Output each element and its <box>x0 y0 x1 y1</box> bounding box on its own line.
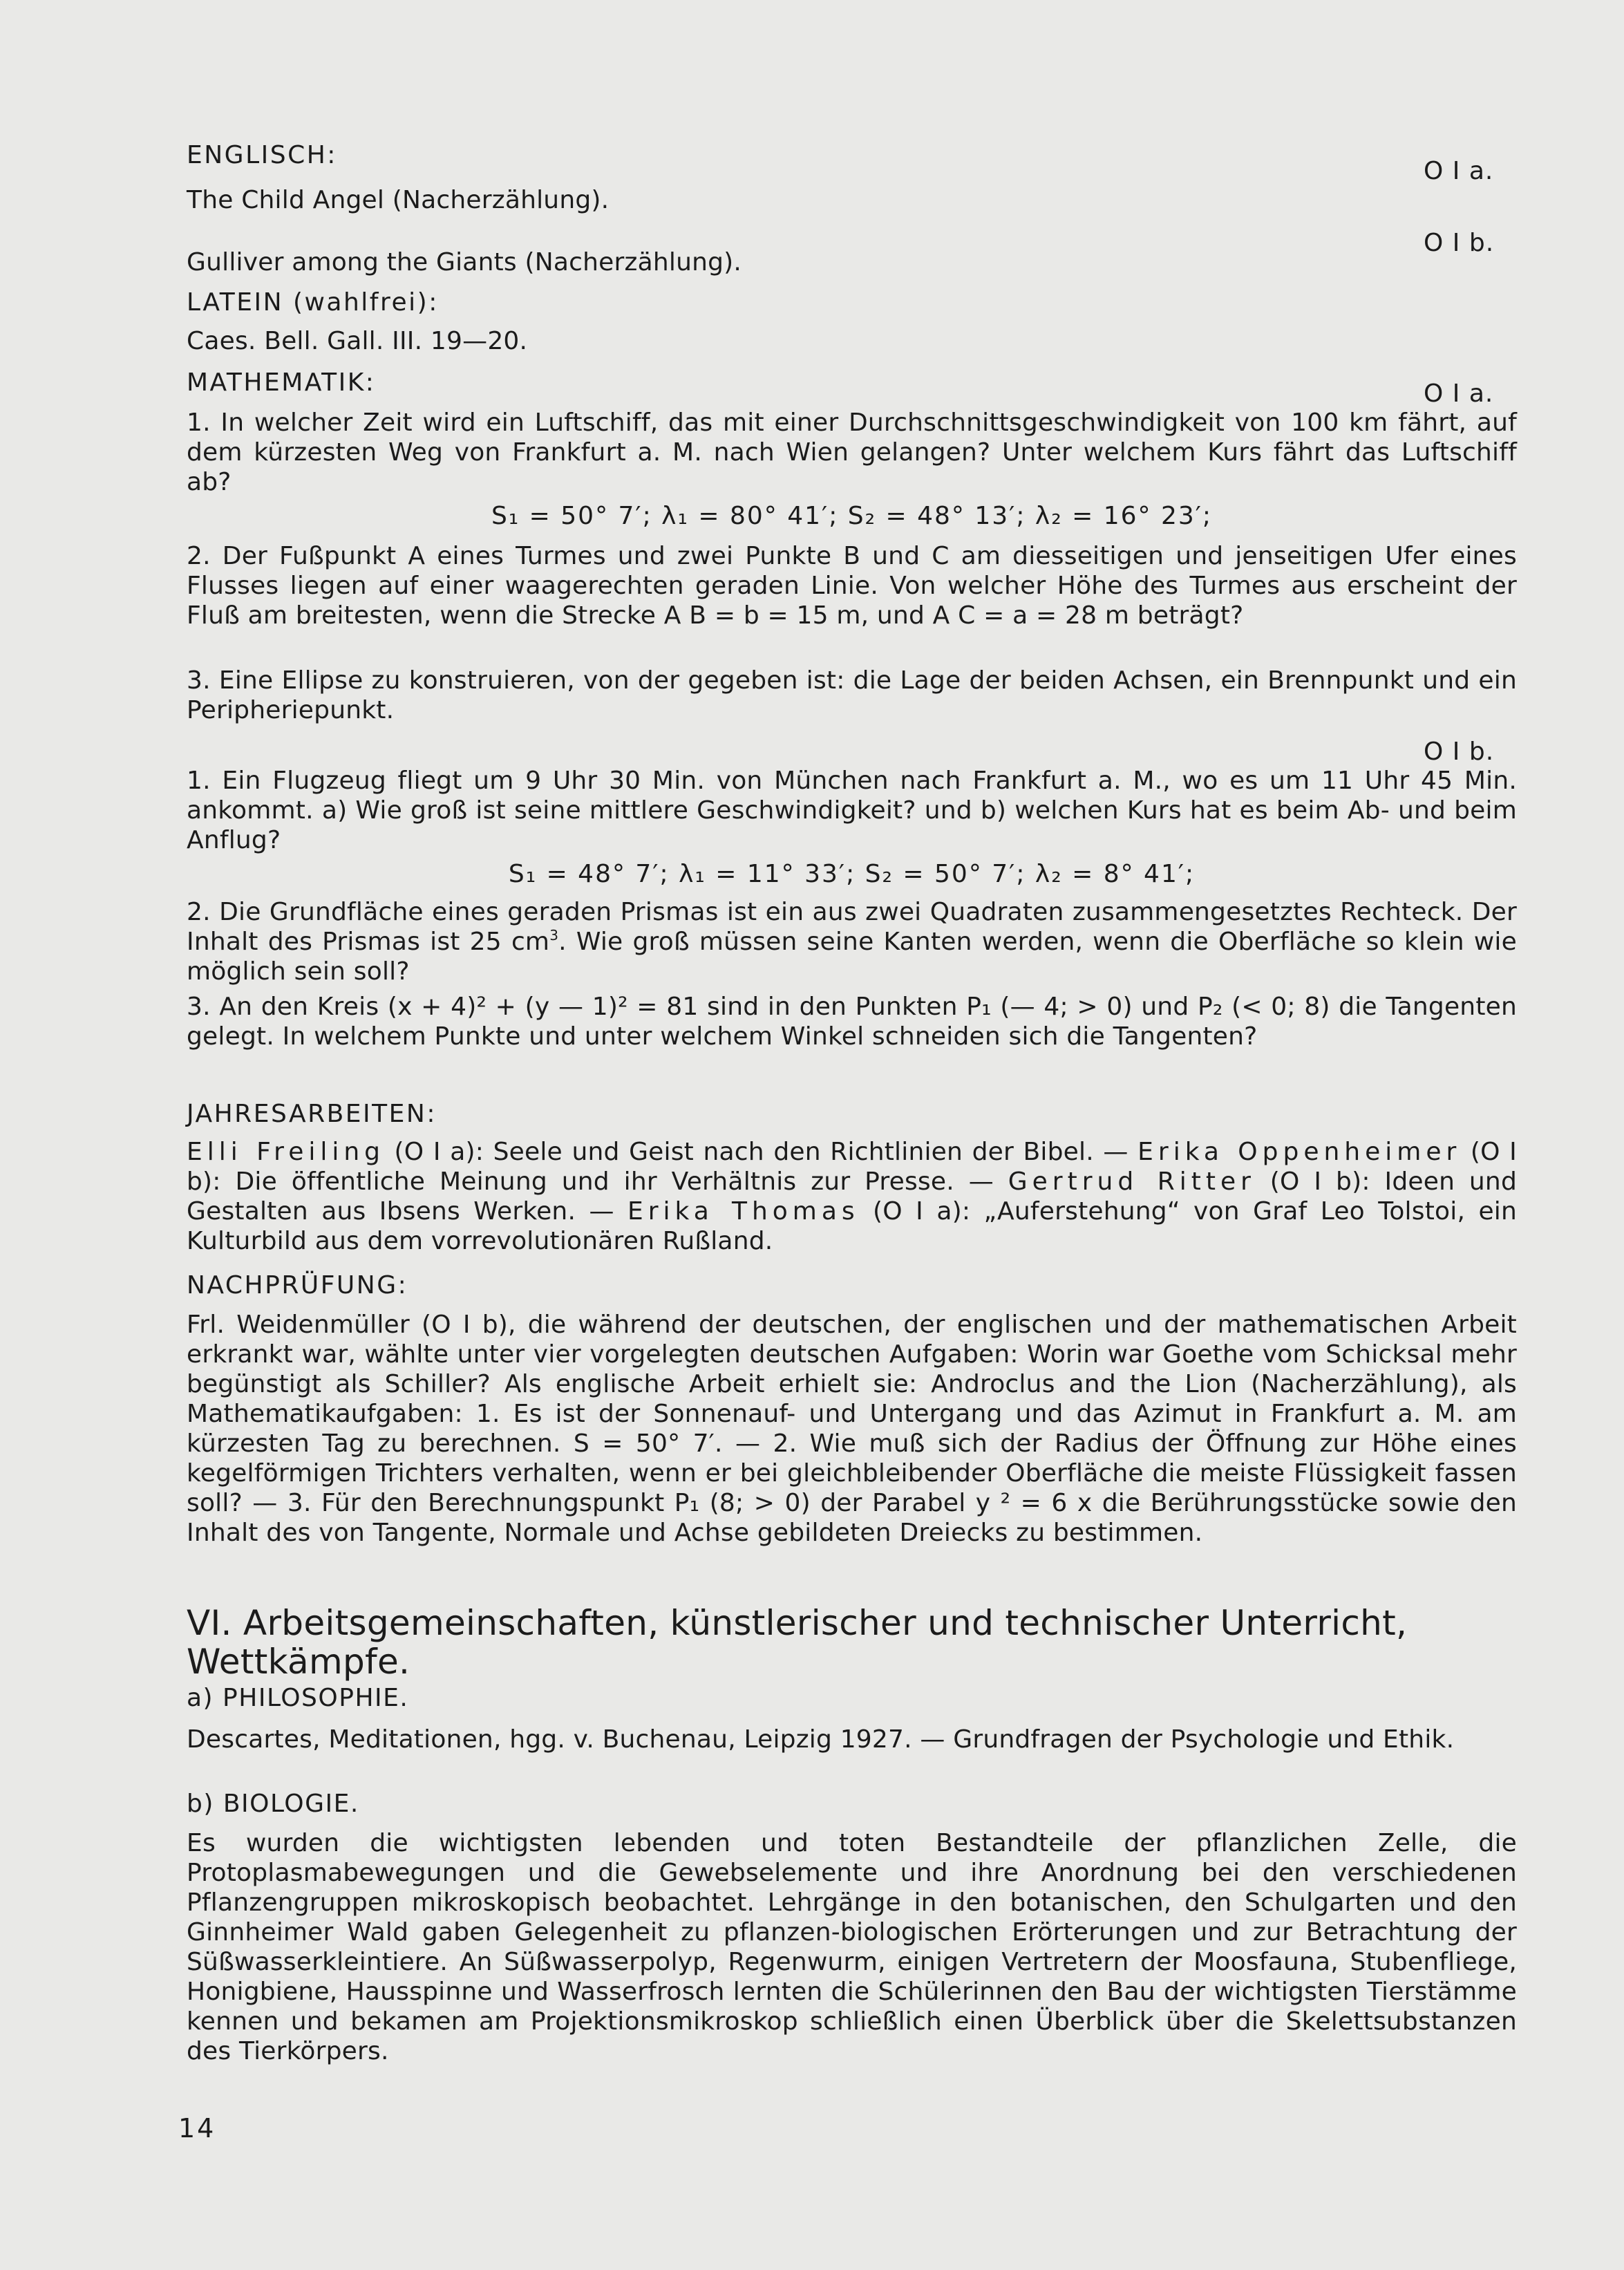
math-oib-task-2 <box>187 897 1517 986</box>
author-name: Elli Freiling <box>187 1138 386 1166</box>
author-name: Gertrud Ritter <box>1008 1167 1256 1196</box>
englisch-oia-label: O I a. <box>1424 157 1494 185</box>
mathematik-heading: MATHEMATIK: <box>187 368 376 397</box>
latein-heading: LATEIN (wahlfrei): <box>187 288 439 317</box>
biologie-text: Es wurden die wichtigsten lebenden und toten Bestandteile der pflanzlichen Zelle, die Protoplasmabewegungen und die Gewebselemente und ihre Anordnung bei den verschiedenen Pflanzengruppen mikroskopisch beobachtet. Lehrgänge in den botanischen, den Schulgarten und den Ginnheimer Wald gaben Gelegenheit zu pflanzen-biologischen Erörterungen und zur Betrachtung der Süßwasserkleintiere. An Süßwasserpolyp, Regenwurm, einigen Vertretern der Moosfauna, Stubenfliege, Honigbiene, Hausspinne und Wasserfrosch lernten die Schülerinnen den Bau der wichtigsten Tierstämme kennen und bekamen am Projektionsmikroskop schließlich einen Überblick über die Skelettsubstanzen des Tierkörpers. <box>187 1829 1517 2065</box>
nachpruefung-text: Frl. Weidenmüller (O I b), die während der deutschen, der englischen und der mathematischen Arbeit erkrankt war, wählte unter vier vorgelegten deutschen Aufgaben: Worin war Goethe vom Schicksal mehr begünstigt als Schiller? Als englische Arbeit erhielt sie: Androclus and the Lion (Nacherzählung), als Mathematikaufgaben: 1. Es ist der Sonnenauf- und Untergang und das Azimut in Frankfurt a. M. am kürzesten Tag zu berechnen. S = 50° 7′. — 2. Wie muß sich der Radius der Öffnung zur Höhe eines kegelförmigen Trichters verhalten, wenn er bei gleichbleibender Oberfläche die meiste Flüssigkeit fassen soll? — 3. Für den Berechnungspunkt P₁ (8; > 0) der Parabel y ² = 6 x die Berührungsstücke sowie den Inhalt des von Tangente, Normale und Achse gebildeten Dreiecks zu bestimmen. <box>187 1311 1517 1547</box>
mathematik-oib-label: O I b. <box>1424 738 1495 766</box>
math-oia-task-3: 3. Eine Ellipse zu konstruieren, von der gegeben ist: die Lage der beiden Achsen, ein Brennpunkt und ein Peripheriepunkt. <box>187 666 1517 724</box>
englisch-oib-label: O I b. <box>1424 229 1495 257</box>
englisch-oib-item: Gulliver among the Giants (Nacherzählung). <box>187 248 742 276</box>
math-oia-task-1: 1. In welcher Zeit wird ein Luftschiff, das mit einer Durchschnittsgeschwindigkeit von 100 km fährt, auf dem kürzesten Weg von Frankfurt a. M. nach Wien gelangen? Unter welchem Kurs fährt das Luftschiff ab? <box>187 409 1517 496</box>
mathematik-oia-label: O I a. <box>1424 379 1494 408</box>
author-name: Erika Thomas <box>627 1197 860 1226</box>
math-oib-task-2-text-end: . Wie groß müssen seine Kanten werden, wenn die Oberfläche so klein wie möglich sein soll? <box>187 928 1517 986</box>
math-oib-formula: S₁ = 48° 7′; λ₁ = 11° 33′; S₂ = 50° 7′; λ₂ = 8° 41′; <box>508 860 1196 888</box>
philosophie-text: Descartes, Meditationen, hgg. v. Buchenau, Leipzig 1927. — Grundfragen der Psychologie und Ethik. <box>187 1725 1455 1754</box>
math-oib-task-3: 3. An den Kreis (x + 4)² + (y — 1)² = 81 sind in den Punkten P₁ (— 4; > 0) und P₂ (< 0; 8) die Tangenten gelegt. In welchem Punkte und unter welchem Winkel schneiden sich die Tangenten? <box>187 993 1517 1051</box>
math-oia-task-2: 2. Der Fußpunkt A eines Turmes und zwei Punkte B und C am diesseitigen und jenseitigen Ufer eines Flusses liegen auf einer waagerechten geraden Linie. Von welcher Höhe des Turmes aus erscheint der Fluß am breitesten, wenn die Strecke A B = b = 15 m, und A C = a = 28 m beträgt? <box>187 542 1517 630</box>
nachpruefung-heading: NACHPRÜFUNG: <box>187 1271 408 1300</box>
author-name: Erika Oppenheimer <box>1137 1138 1462 1166</box>
math-oia-formula: S₁ = 50° 7′; λ₁ = 80° 41′; S₂ = 48° 13′; λ₂ = 16° 23′; <box>491 502 1213 530</box>
math-oib-task-1: 1. Ein Flugzeug fliegt um 9 Uhr 30 Min. von München nach Frankfurt a. M., wo es um 11 Uhr 45 Min. ankommt. a) Wie groß ist seine mittlere Geschwindigkeit? und b) welchen Kurs hat es beim Ab- und beim Anflug? <box>187 767 1517 854</box>
jahresarbeiten-heading: JAHRESARBEITEN: <box>187 1100 437 1128</box>
jahresarbeit-title: (O I a): Seele und Geist nach den Richtlinien der Bibel. — <box>385 1138 1138 1166</box>
jahresarbeiten-text <box>187 1137 1517 1256</box>
jahresarbeit-title: (O I b): Die öffentliche Meinung und ihr Verhältnis zur Presse. — <box>187 1138 1517 1196</box>
jahresarbeit-title: (O I b): Ideen und Gestalten aus Ibsens Werken. — <box>187 1167 1517 1226</box>
page-number: 14 <box>178 2113 216 2144</box>
math-oib-task-2-exponent: 3 <box>549 927 559 944</box>
latein-text: Caes. Bell. Gall. III. 19—20. <box>187 327 528 355</box>
englisch-heading: ENGLISCH: <box>187 141 337 169</box>
math-oib-task-2-text: 2. Die Grundfläche eines geraden Prismas ist ein aus zwei Quadraten zusammengesetztes Rechteck. Der Inhalt des Prismas ist 25 cm <box>187 898 1517 956</box>
jahresarbeit-title: (O I a): „Auferstehung“ von Graf Leo Tolstoi, ein Kulturbild aus dem vorrevolutionären Rußland. <box>187 1197 1518 1255</box>
section-vi-title: VI. Arbeitsgemeinschaften, künstlerischer und technischer Unterricht, Wettkämpfe. <box>187 1603 1408 1682</box>
philosophie-heading: a) PHILOSOPHIE. <box>187 1684 409 1712</box>
biologie-heading: b) BIOLOGIE. <box>187 1790 359 1818</box>
englisch-oia-item: The Child Angel (Nacherzählung). <box>187 186 610 214</box>
